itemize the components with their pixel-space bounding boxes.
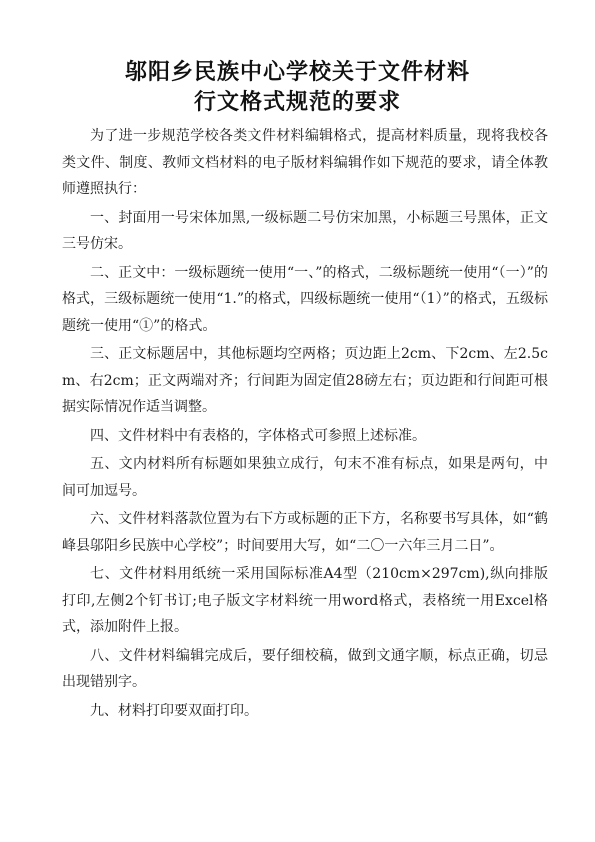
rule-5-paragraph: 五、文内材料所有标题如果独立成行，句末不准有标点，如果是两句，中间可加逗号。 <box>62 456 548 499</box>
rule-7-paragraph: 七、文件材料用纸统一采用国际标准A4型（210cm×297cm),纵向排版打印,左侧2个钉书订;电子版文字材料统一用word格式，表格统一用Excel格式，添加附件上报。 <box>62 566 548 635</box>
document-title-line-2: 行文格式规范的要求 <box>193 90 401 115</box>
rule-8-paragraph: 八、文件材料编辑完成后，要仔细校稿，做到文通字顺，标点正确，切忌出现错别字。 <box>62 647 548 690</box>
rule-4-paragraph: 四、文件材料中有表格的，字体格式可参照上述标准。 <box>90 427 426 444</box>
rule-3-paragraph: 三、正文标题居中，其他标题均空两格；页边距上2cm、下2cm、左2.5cm、右2cm；正文两端对齐；行间距为固定值28磅左右；页边距和行间距可根据实际情况作适当调整。 <box>62 346 548 415</box>
document-body <box>62 123 548 726</box>
rule-2-paragraph: 二、正文中：一级标题统一使用“一、”的格式，二级标题统一使用“（一）”的格式，三级标题统一使用“1.”的格式，四级标题统一使用“（1）”的格式，五级标题统一使用“①”的格式。 <box>62 264 548 334</box>
document-title-line-1: 邬阳乡民族中心学校关于文件材料 <box>124 60 470 85</box>
rule-9-paragraph: 九、材料打印要双面打印。 <box>90 702 258 719</box>
rule-6-paragraph: 六、文件材料落款位置为右下方或标题的正下方，名称要书写具体，如“鹤峰县邬阳乡民族中心学校”；时间要用大写，如“二〇一六年三月二日”。 <box>62 511 548 554</box>
intro-paragraph: 为了进一步规范学校各类文件材料编辑格式，提高材料质量，现将我校各类文件、制度、教师文档材料的电子版材料编辑作如下规范的要求，请全体教师遵照执行： <box>62 128 548 197</box>
rule-1-paragraph: 一、封面用一号宋体加黑,一级标题二号仿宋加黑，小标题三号黑体，正文三号仿宋。 <box>62 209 548 252</box>
